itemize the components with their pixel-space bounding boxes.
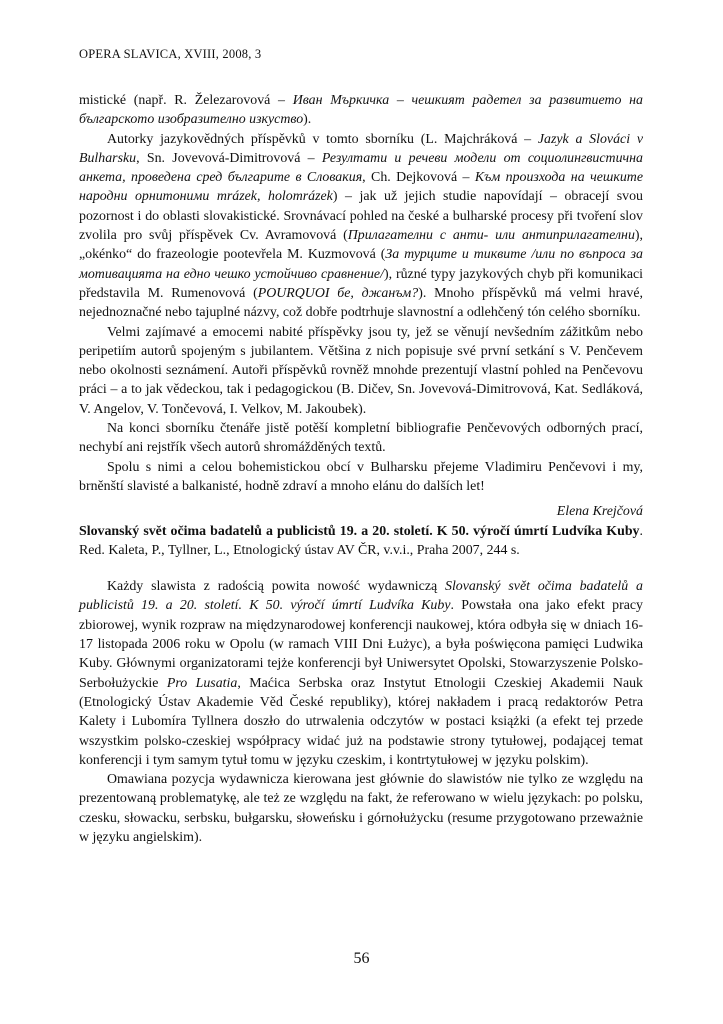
review1-paragraph-3: Velmi zajímavé a emocemi nabité příspěvky jsou ty, jež se věnují nevšedním zážitkům nebo peripetiím autorů spojeným s jubilantem. Většina z nich popisuje své první setkání s V. Penčevem nebo okolnosti seznámení. Autoři příspěvků rovněž mnohde prezentují vlastní pohled na Penčevovu práci – a to jak vědeckou, tak i pedagogickou (B. Dičev, Sn. Jovevová-Dimitrovová, Kat. Sedláková, V. Angelov, V. Tončevová, I. Velkov, M. Jakoubek). bbox=[79, 324, 643, 417]
page-number: 56 bbox=[353, 950, 370, 967]
review1-paragraph-1: mistické (např. R. Železarovová – Иван Мъркичка – чешкият радетел за развитието на българското изобразително изкуство). bbox=[79, 93, 644, 128]
review1-paragraph-4: Na konci sborníku čtenáře jistě potěší kompletní bibliografie Penčevových odborných prací, nechybí ani rejstřík všech autorů shromážděných textů. bbox=[79, 421, 643, 456]
review2-paragraph-1: Każdy slawista z radością powita nowość wydawniczą Slovanský svět očima badatelů a publicistů 19. a 20. století. K 50. výročí úmrtí Ludvíka Kuby. Powstała ona jako efekt pracy zbiorowej, wynik rozpraw na międzynarodowej konferencji naukowej, która odbyła się w dniach 16-17 listopada 2006 roku w Opolu (w ramach VIII Dni Łużyc), a była poświęcona pamięci Ludwika Kuby. Głównymi organizatorami tejże konferencji był Uniwersytet Opolski, Stowarzyszenie Polsko-Serbołużyckie Pro Lusatia, Maćica Serbska oraz Instytut Etnologii Czeskiej Akademii Nauk (Etnologický Ústav Akademie Věd České republiky), której nakładem i pracą redaktorów Petra Kalety i Lubomíra Tyllnera doszło do utrwalenia odczytów w postaci książki (a efekt tej przede wszystkim polsko-czeskiej współpracy widać już na podstawie strony tytułowej, podającej temat konferencji i tym samym tytuł tomu w języku czeskim, i kontrtytułowej w języku polskim). bbox=[79, 579, 644, 768]
body-text bbox=[79, 91, 643, 847]
running-head: OPERA SLAVICA, XVIII, 2008, 3 bbox=[79, 47, 262, 61]
review1-paragraph-2: Autorky jazykovědných příspěvků v tomto sborníku (L. Majchráková – Jazyk a Slováci v Bulharsku, Sn. Jovevová-Dimitrovová – Резултати и речеви модели от социолингвистична анкета, проведена сред българите в Словакия, Ch. Dejkovová – Към произхода на чешките народни орнитоними mrázek, holomrázek) – jak už jejich studie napovídají – obracejí svou pozornost i do oblasti slovakistické. Srovnávací pohled na české a bulharské procesy při tvoření slov zvolila pro svůj příspěvek Cv. Avramovová (Прилагателни с анти- или антиприлагателни), „okénko“ do frazeologie pootevřela M. Kuzmovová (За турците и тиквите /или по въпроса за мотивацията на едно чешко устойчиво сравнение/), různé typy jazykových chyb při komunikaci představila M. Rumenovová (POURQUOI бе, джанъм?). Mnoho příspěvků má velmi hravé, nejednoznačné nebo tajuplné názvy, což dobře podtrhuje slavnostní a odlehčený tón celého sborníku. bbox=[79, 131, 644, 321]
review2-paragraph-2: Omawiana pozycja wydawnicza kierowana jest głównie do slawistów nie tylko ze względu na prezentowaną problematykę, ale też ze względu na fakt, że referowano w wielu językach: po polsku, czesku, słowacku, serbsku, bułgarsku, słoweńsku i górnołużycku (resume przygotowano przeważnie w języku angielskim). bbox=[79, 772, 643, 845]
review1-signature: Elena Krejčová bbox=[556, 504, 643, 520]
review1-paragraph-5: Spolu s nimi a celou bohemistickou obcí v Bulharsku přejeme Vladimiru Penčevovi i my, brněnští slavisté a balkanisté, hodně zdraví a mnoho elánu do dalších let! bbox=[79, 459, 643, 494]
spacer bbox=[79, 560, 643, 577]
review2-title: Slovanský svět očima badatelů a publicistů 19. a 20. století. K 50. výročí úmrtí Ludvíka Kuby. Red. Kaleta, P., Tyllner, L., Etnologický ústav AV ČR, v.v.i., Praha 2007, 244 s. bbox=[79, 523, 643, 558]
